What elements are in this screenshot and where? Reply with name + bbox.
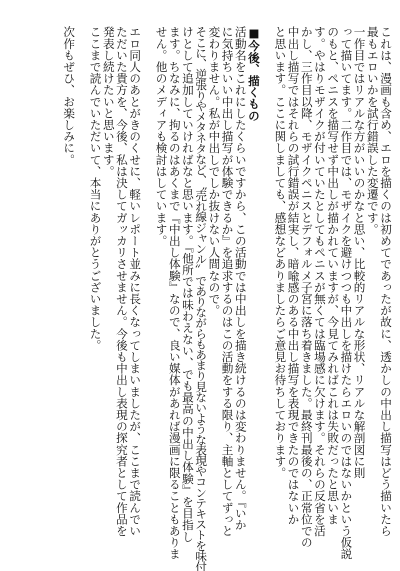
afterword-text xyxy=(62,26,393,571)
text-column: 活動名をこれにしたくらいですから、この活動では中出しを描き続けるのは変わりません。『いか xyxy=(233,26,248,531)
text-column: ます。ちなみに、拘るのはあくまで『中出し体験』なので、良い媒体があれば漫画に限ることもありま xyxy=(167,26,182,560)
paragraph-rendering-history xyxy=(273,26,392,560)
text-column: 発表し続けたいと思います。 xyxy=(101,26,116,177)
text-column: と思います。ここに関しましても、感想などありましたらご意見お待ちしております。 xyxy=(273,26,288,479)
text-column: 中出し描写ではそれらの試行錯誤が結実し、暗喩感のある中出し描写を表現できたのではないか xyxy=(286,26,301,525)
section-heading: ■今後、描くもの xyxy=(246,26,261,122)
text-column: 最もエロいかを試行錯誤した変遷です。 xyxy=(365,26,380,235)
text-column: これは、漫画も含め、エロを描くのは初めてであったが故に、透かしの中出し描写はどう描いたら xyxy=(379,26,393,537)
text-column: かし、三作目以降、モザイクペニスとデフォルメ子宮に落ち着きました。最終刊最後の、正常位での xyxy=(299,26,314,548)
text-column: に気持ちいい中出し描写が体験できるか』を追求するのはこの活動をする限り、主軸としてずっと xyxy=(220,26,235,537)
text-column: ただいた貴方を、今後、私は決してガッカリさせません。今後も中出し表現の探究者として作品を xyxy=(114,26,129,537)
text-column: って描いてます。二作目では、モザイクを避けつつも中出しを描けたらエロいのではないかという仮説 xyxy=(339,26,354,560)
text-column: けとして追加していければなと思います。『他所では味わえない、でも最高の中出し体験』を目指し xyxy=(180,26,195,543)
closing-line: 次作もぜひ、お楽しみに。 xyxy=(62,26,77,166)
text-column: エロ同人のあとがきのくせに、軽いレポート並みに長くなってしまいましたが、ここまで読んでい xyxy=(128,26,143,537)
paragraph-thanks xyxy=(88,26,141,560)
paragraph-future-plans xyxy=(154,26,261,571)
text-column: す。やはりモザイクが付いていたとしてもペニスが無くては臨場感に欠けます。それらの反省を活 xyxy=(312,26,327,537)
text-column: 一作目ではリアルな方がいいのかなと思い、比較的リアルな形状、リアルな解剖図に則 xyxy=(352,26,367,479)
text-column: そこに、逆張りやメタネタなど、〝売れ線ジャンル〟でありながらもあまり見ないような表現やコンテキストを味付 xyxy=(194,26,209,571)
text-column: せん。他のメディアも検討はしています。 xyxy=(154,26,169,247)
text-column: 変わりません。私が中出しでしか抜けない人間なので。 xyxy=(207,26,222,316)
paragraph-closing xyxy=(62,26,75,560)
text-column: ここまで読んでいただいて、本当にありがとうございました。 xyxy=(88,26,103,351)
text-column: のもと、ペニスを描写せず中出しが描かれていますが、今見てみればこれは失敗だったと思いま xyxy=(326,26,341,525)
